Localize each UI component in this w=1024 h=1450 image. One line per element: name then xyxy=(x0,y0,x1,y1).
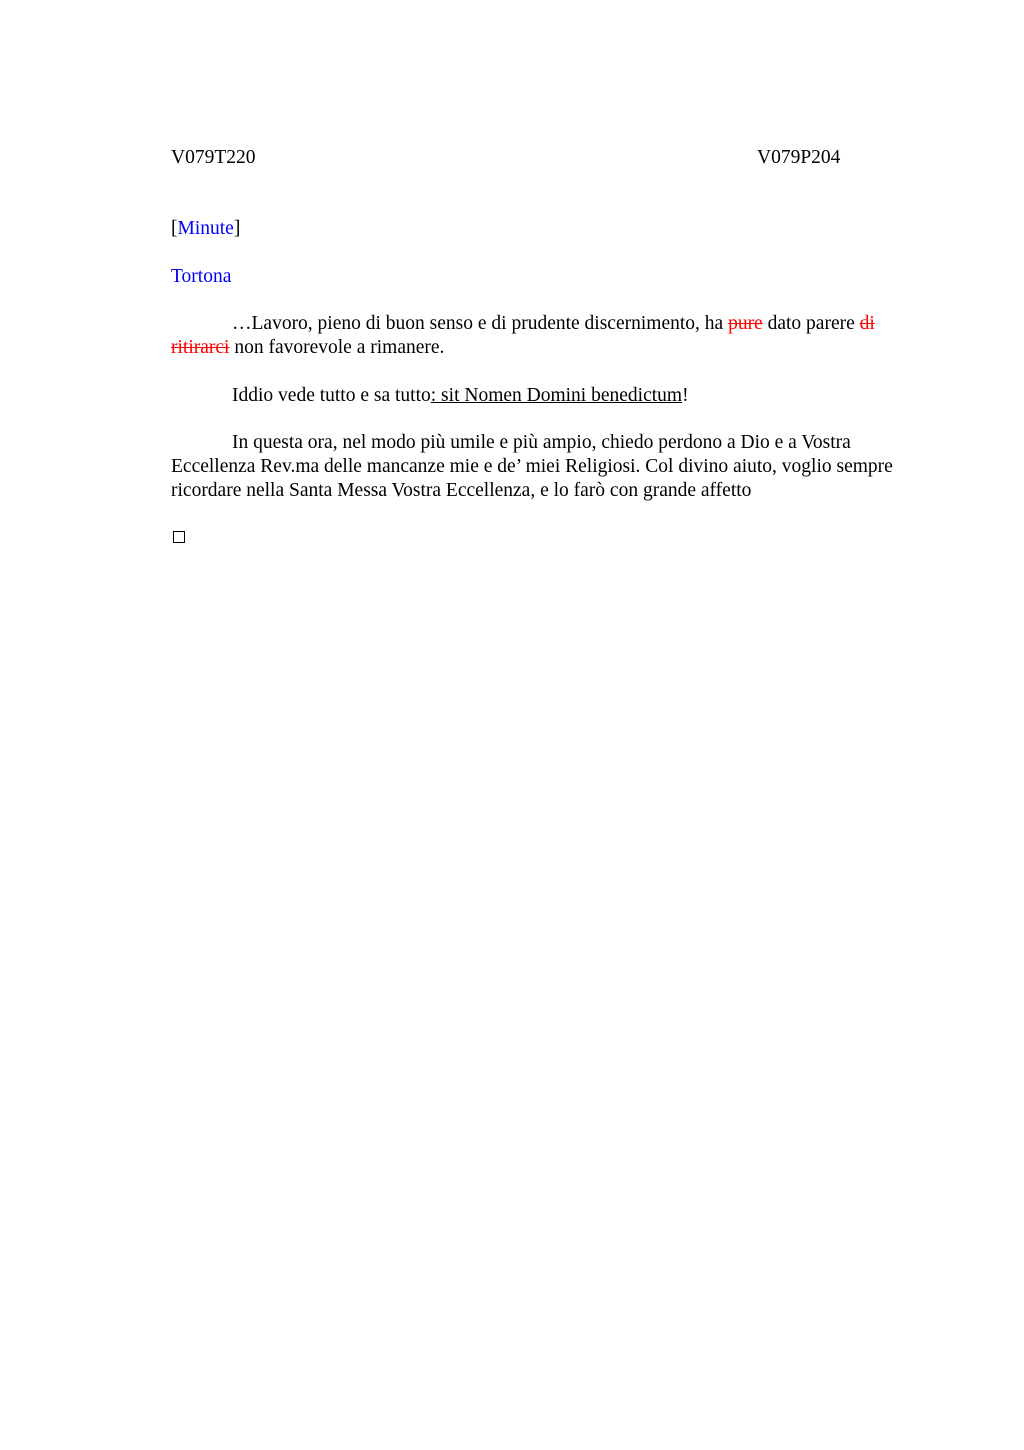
close-bracket: ] xyxy=(233,218,241,239)
document-page xyxy=(171,0,921,1450)
paragraph-2-text-b: ! xyxy=(682,385,689,406)
underlined-latin-phrase: : sit Nomen Domini benedictum xyxy=(430,385,683,406)
paragraph-2-text-a: Iddio vede tutto e sa tutto xyxy=(232,385,431,406)
paragraph-1 xyxy=(171,312,921,360)
document-code-left: V079T220 xyxy=(171,147,256,168)
document-code-right: V079P204 xyxy=(757,147,841,168)
paragraph-1-text-a: …Lavoro, pieno di buon senso e di prudente discernimento, ha xyxy=(232,313,729,334)
place-name: Tortona xyxy=(171,266,232,287)
deleted-word-pure: pure xyxy=(728,313,763,334)
paragraph-2 xyxy=(171,384,921,408)
paragraph-1-text-b: dato parere xyxy=(762,313,860,334)
deleted-phrase-ritirarci: di ritirarci xyxy=(171,313,875,358)
paragraph-3: In questa ora, nel modo più umile e più ampio, chiedo perdono a Dio e a Vostra Eccellenza Rev.ma delle mancanze mie e de’ miei Religiosi. Col divino aiuto, voglio sempre ricordare nella Santa Messa Vostra Eccellenza, e lo farò con grande affetto xyxy=(171,432,893,501)
minute-text: Minute xyxy=(177,218,234,239)
minute-label xyxy=(171,219,240,239)
paragraph-1-text-c: non favorevole a rimanere. xyxy=(229,337,445,358)
open-bracket: [ xyxy=(171,218,178,239)
empty-square-icon xyxy=(173,531,185,543)
